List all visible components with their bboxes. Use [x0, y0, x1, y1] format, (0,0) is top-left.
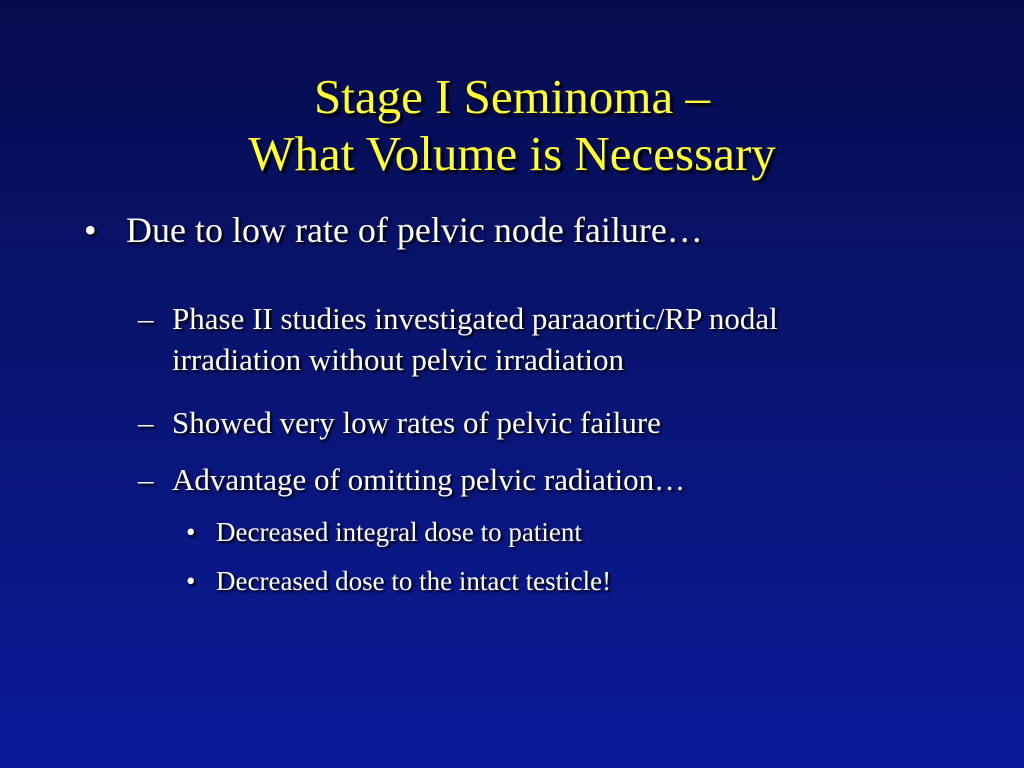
bullet-icon: • [186, 517, 196, 547]
title-line-1: Stage I Seminoma – [313, 69, 711, 124]
sub-item-text: Advantage of omitting pelvic radiation… [172, 462, 686, 497]
bullet-item-main [84, 207, 703, 253]
bullet-text: Due to low rate of pelvic node failure… [126, 210, 703, 250]
sub-item-1 [138, 298, 892, 380]
sub-item-text: Phase II studies investigated paraaortic/RP nodal irradiation without pelvic irradiation [172, 301, 778, 377]
dash-icon: – [138, 301, 154, 336]
slide-title [0, 68, 1024, 182]
subsub-item-text: Decreased integral dose to patient [216, 517, 582, 547]
title-line-2: What Volume is Necessary [248, 126, 776, 181]
bullet-icon: • [84, 210, 97, 250]
sub-item-text: Showed very low rates of pelvic failure [172, 405, 661, 440]
subsub-item-2 [186, 564, 611, 598]
sub-item-3 [138, 459, 892, 500]
subsub-item-text: Decreased dose to the intact testicle! [216, 566, 612, 596]
bullet-icon: • [186, 566, 196, 596]
dash-icon: – [138, 462, 154, 497]
dash-icon: – [138, 405, 154, 440]
subsub-item-1 [186, 515, 582, 549]
sub-item-2 [138, 402, 892, 443]
